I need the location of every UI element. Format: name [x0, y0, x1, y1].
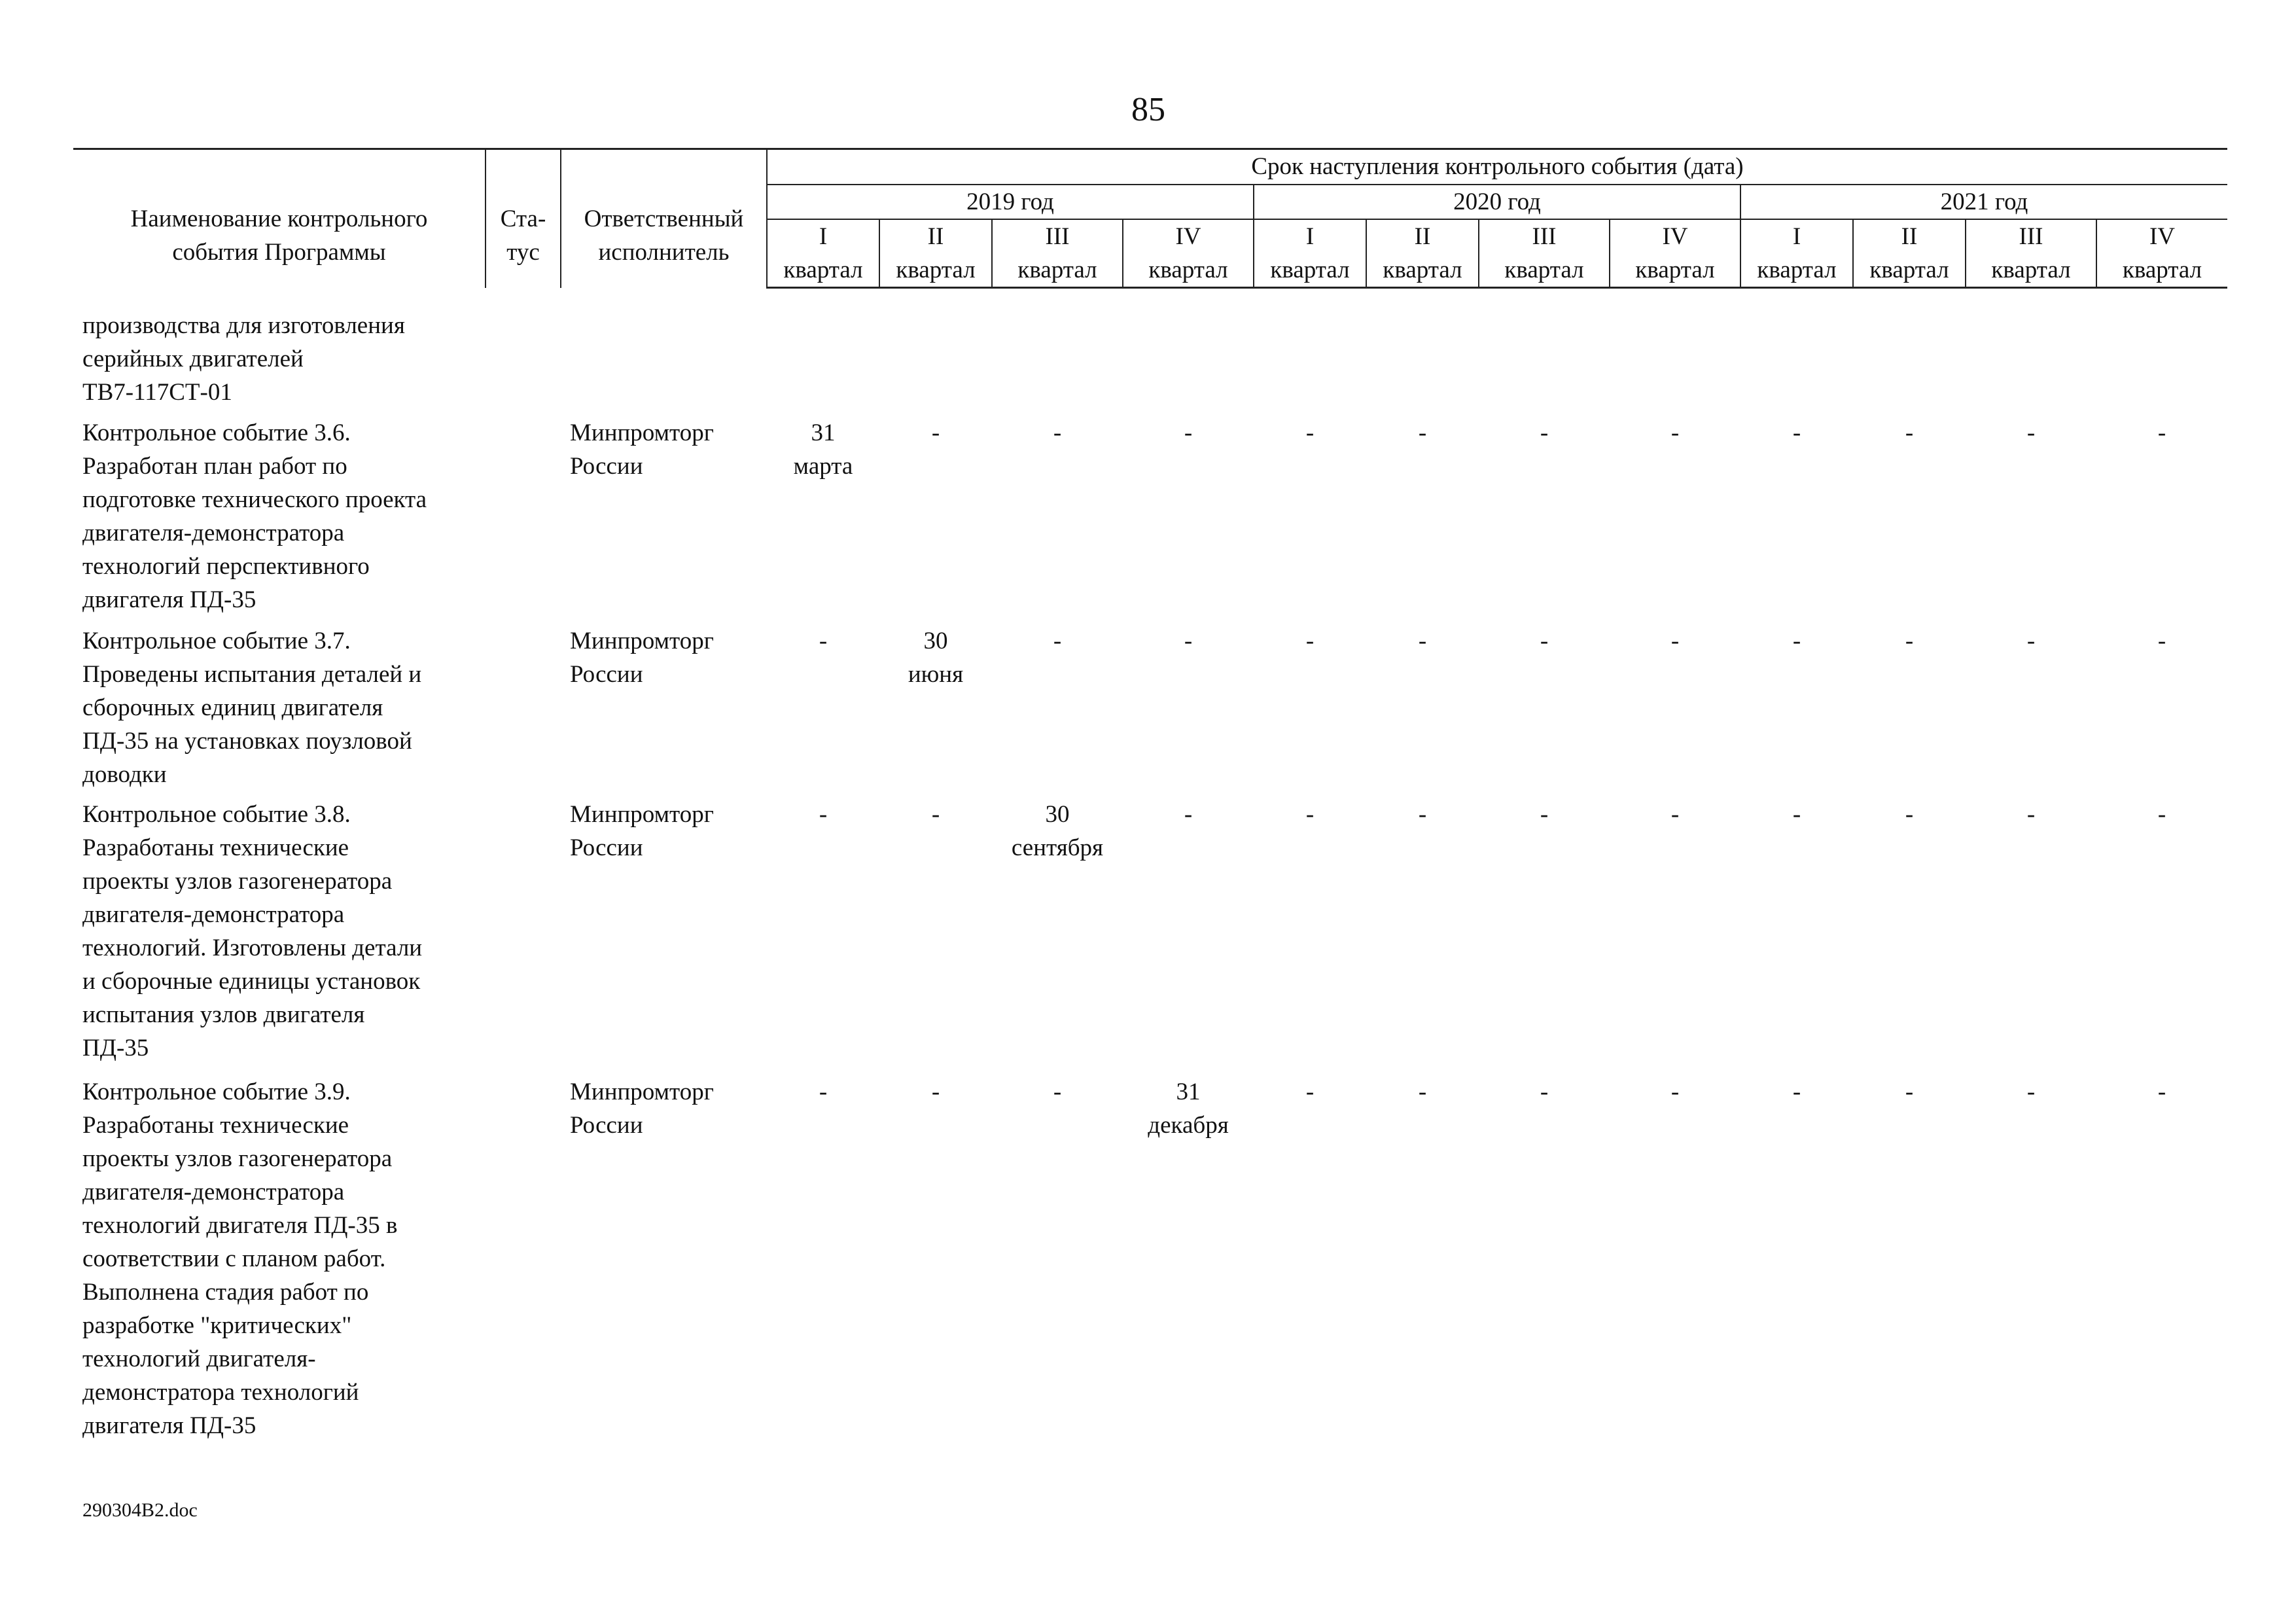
- quarter-header: I квартал: [1740, 219, 1853, 288]
- quarter-date-cell: -: [2026, 419, 2036, 446]
- quarter-date-cell: -: [1905, 800, 1914, 828]
- status-cell: [486, 288, 561, 410]
- table-row: [73, 288, 2227, 410]
- quarter-date-cell: -: [1184, 627, 1193, 654]
- table-row: [73, 618, 2227, 791]
- quarter-date-cell: [1610, 288, 1740, 410]
- quarter-date-cell: -: [1540, 419, 1549, 446]
- column-header-event-name: Наименование контрольного события Программы: [73, 149, 486, 288]
- column-header-deadline: Срок наступления контрольного события (дата): [767, 149, 2227, 185]
- quarter-date-cell: -: [1305, 627, 1315, 654]
- quarter-header: III квартал: [1479, 219, 1610, 288]
- quarter-date-cell: -: [1305, 800, 1315, 828]
- quarter-date-cell: -: [1540, 800, 1549, 828]
- quarter-date-cell: [1123, 288, 1254, 410]
- year-header-2019: 2019 год: [767, 185, 1254, 219]
- quarter-date-cell: -: [1792, 419, 1801, 446]
- quarter-header: IV квартал: [2096, 219, 2227, 288]
- quarter-date-cell: -: [931, 800, 940, 828]
- quarter-date-cell: -: [931, 419, 940, 446]
- quarter-date-cell: -: [1905, 419, 1914, 446]
- quarter-header: II квартал: [879, 219, 992, 288]
- control-events-table: [73, 148, 2227, 1442]
- quarter-header: IV квартал: [1610, 219, 1740, 288]
- quarter-date-cell: [992, 288, 1123, 410]
- quarter-date-cell: -: [819, 1078, 828, 1105]
- quarter-date-cell: -: [1792, 800, 1801, 828]
- quarter-date-cell: -: [2157, 1078, 2166, 1105]
- quarter-header: III квартал: [992, 219, 1123, 288]
- quarter-date-cell: [1740, 288, 1853, 410]
- column-header-executor: Ответственный исполнитель: [561, 149, 767, 288]
- quarter-date-cell: -: [1540, 627, 1549, 654]
- quarter-date-cell: -: [2026, 800, 2036, 828]
- quarter-date-cell: -: [2026, 627, 2036, 654]
- quarter-date-cell: [1479, 288, 1610, 410]
- quarter-date-cell: -: [1418, 800, 1427, 828]
- quarter-header: II квартал: [1366, 219, 1479, 288]
- quarter-date-cell: -: [1540, 1078, 1549, 1105]
- table-row: [73, 1069, 2227, 1442]
- quarter-date-cell: 31 декабря: [1148, 1078, 1229, 1139]
- quarter-date-cell: [1966, 288, 2096, 410]
- quarter-date-cell: 30 июня: [908, 627, 964, 688]
- quarter-date-cell: [1366, 288, 1479, 410]
- quarter-date-cell: -: [1418, 1078, 1427, 1105]
- event-name-cell: Контрольное событие 3.6. Разработан план работ по подготовке технического проекта двигателя-демонстратора технологий перспективного двигателя ПД-35: [82, 419, 427, 613]
- quarter-date-cell: -: [2157, 419, 2166, 446]
- year-header-2021: 2021 год: [1740, 185, 2227, 219]
- quarter-date-cell: -: [1905, 627, 1914, 654]
- quarter-date-cell: -: [2157, 627, 2166, 654]
- quarter-date-cell: -: [819, 800, 828, 828]
- quarter-date-cell: -: [1670, 800, 1680, 828]
- executor-cell: Минпромторг России: [570, 1078, 714, 1139]
- event-name-cell: Контрольное событие 3.8. Разработаны технические проекты узлов газогенератора двигателя-демонстратора технологий. Изготовлены детали и сборочные единицы установок испытания узлов двигателя ПД-35: [82, 800, 423, 1061]
- quarter-header: I квартал: [767, 219, 879, 288]
- quarter-header: IV квартал: [1123, 219, 1254, 288]
- quarter-date-cell: -: [1184, 419, 1193, 446]
- executor-cell: Минпромторг России: [570, 627, 714, 688]
- quarter-date-cell: -: [1670, 627, 1680, 654]
- quarter-date-cell: -: [2026, 1078, 2036, 1105]
- status-cell: [486, 791, 561, 1069]
- quarter-header: III квартал: [1966, 219, 2096, 288]
- quarter-date-cell: 30 сентября: [1011, 800, 1104, 861]
- quarter-date-cell: [1254, 288, 1366, 410]
- year-header-2020: 2020 год: [1254, 185, 1740, 219]
- quarter-date-cell: -: [1053, 1078, 1062, 1105]
- event-name-cell: производства для изготовления серийных двигателей ТВ7-117СТ-01: [82, 312, 405, 406]
- table-row: [73, 791, 2227, 1069]
- table-row: [73, 410, 2227, 618]
- executor-cell: [561, 288, 767, 410]
- quarter-date-cell: [2096, 288, 2227, 410]
- quarter-date-cell: [879, 288, 992, 410]
- page-number: 85: [1131, 91, 1165, 128]
- quarter-date-cell: -: [2157, 800, 2166, 828]
- event-name-cell: Контрольное событие 3.7. Проведены испытания деталей и сборочных единиц двигателя ПД-35 на установках поузловой доводки: [82, 627, 422, 788]
- quarter-date-cell: -: [931, 1078, 940, 1105]
- quarter-date-cell: -: [1418, 627, 1427, 654]
- quarter-date-cell: -: [819, 627, 828, 654]
- quarter-date-cell: -: [1670, 1078, 1680, 1105]
- executor-cell: Минпромторг России: [570, 800, 714, 861]
- quarter-date-cell: -: [1053, 627, 1062, 654]
- status-cell: [486, 618, 561, 791]
- column-header-status: Ста- тус: [486, 149, 561, 288]
- status-cell: [486, 1069, 561, 1442]
- event-name-cell: Контрольное событие 3.9. Разработаны технические проекты узлов газогенератора двигателя-демонстратора технологий двигателя ПД-35 в соответствии с планом работ. Выполнена стадия работ по разработке "критических" технологий двигателя- демонстратора технологий двигателя ПД-35: [82, 1078, 398, 1439]
- quarter-date-cell: -: [1305, 419, 1315, 446]
- quarter-date-cell: -: [1792, 627, 1801, 654]
- quarter-date-cell: -: [1305, 1078, 1315, 1105]
- quarter-date-cell: -: [1418, 419, 1427, 446]
- quarter-date-cell: -: [1184, 800, 1193, 828]
- quarter-date-cell: -: [1905, 1078, 1914, 1105]
- quarter-date-cell: -: [1053, 419, 1062, 446]
- quarter-date-cell: -: [1792, 1078, 1801, 1105]
- quarter-header: II квартал: [1853, 219, 1966, 288]
- status-cell: [486, 410, 561, 618]
- quarter-date-cell: 31 марта: [793, 419, 853, 480]
- executor-cell: Минпромторг России: [570, 419, 714, 480]
- quarter-header: I квартал: [1254, 219, 1366, 288]
- quarter-date-cell: [767, 288, 879, 410]
- quarter-date-cell: -: [1670, 419, 1680, 446]
- quarter-date-cell: [1853, 288, 1966, 410]
- footer-filename: 290304B2.doc: [82, 1499, 198, 1521]
